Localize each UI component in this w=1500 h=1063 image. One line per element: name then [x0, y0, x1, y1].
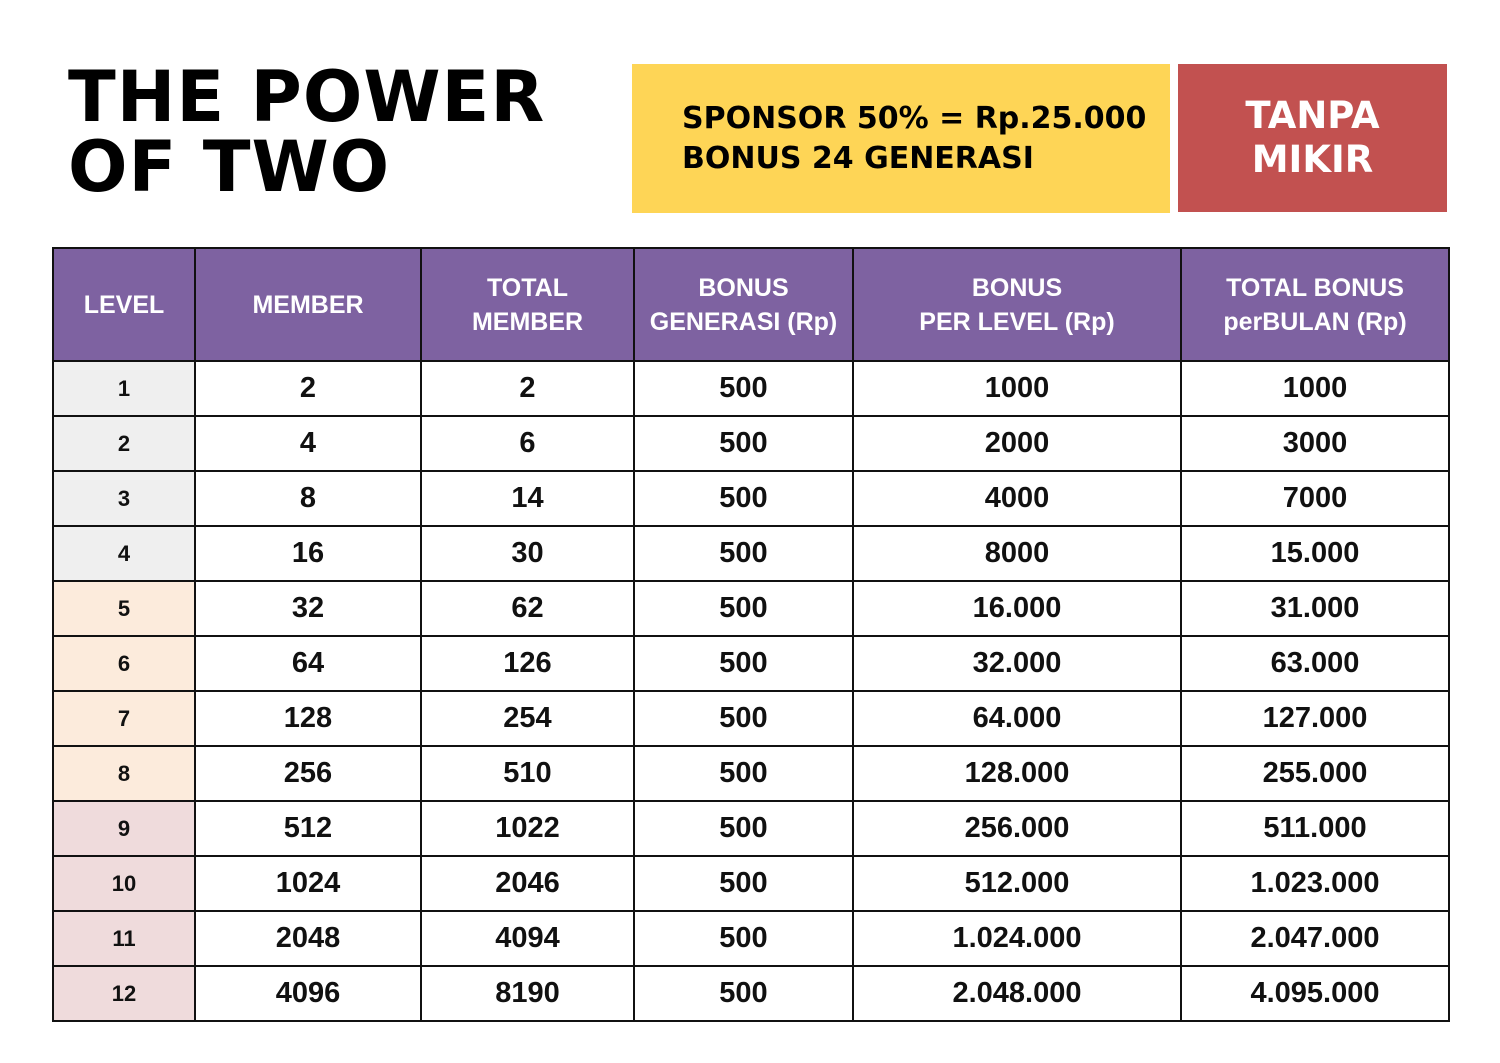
cell-bonus-per-level: 2000	[853, 416, 1181, 471]
table-body	[53, 361, 1449, 1021]
table-row	[53, 691, 1449, 746]
cell-total-bonus-per-bulan: 1000	[1181, 361, 1449, 416]
cell-member: 2	[195, 361, 421, 416]
cell-bonus-generasi: 500	[634, 911, 853, 966]
table-row	[53, 416, 1449, 471]
cell-bonus-per-level: 64.000	[853, 691, 1181, 746]
table-row	[53, 581, 1449, 636]
table-row	[53, 856, 1449, 911]
cell-level: 8	[53, 746, 195, 801]
table-row	[53, 911, 1449, 966]
cell-bonus-per-level: 512.000	[853, 856, 1181, 911]
cell-total-member: 2	[421, 361, 634, 416]
tagline-box	[1178, 64, 1447, 212]
header-level: LEVEL	[53, 248, 195, 361]
bonus-table	[52, 247, 1450, 1022]
cell-total-bonus-per-bulan: 3000	[1181, 416, 1449, 471]
cell-level: 12	[53, 966, 195, 1021]
cell-bonus-per-level: 4000	[853, 471, 1181, 526]
cell-bonus-per-level: 256.000	[853, 801, 1181, 856]
cell-total-member: 14	[421, 471, 634, 526]
header-bonus-per-level: BONUS PER LEVEL (Rp)	[853, 248, 1181, 361]
header-total-member: TOTAL MEMBER	[421, 248, 634, 361]
cell-bonus-generasi: 500	[634, 801, 853, 856]
cell-level: 7	[53, 691, 195, 746]
cell-level: 2	[53, 416, 195, 471]
cell-total-bonus-per-bulan: 31.000	[1181, 581, 1449, 636]
table-header-row	[53, 248, 1449, 361]
cell-member: 256	[195, 746, 421, 801]
cell-total-bonus-per-bulan: 4.095.000	[1181, 966, 1449, 1021]
cell-bonus-generasi: 500	[634, 966, 853, 1021]
cell-bonus-generasi: 500	[634, 416, 853, 471]
cell-total-member: 4094	[421, 911, 634, 966]
cell-bonus-generasi: 500	[634, 746, 853, 801]
table-row	[53, 746, 1449, 801]
header-member: MEMBER	[195, 248, 421, 361]
cell-bonus-per-level: 16.000	[853, 581, 1181, 636]
cell-level: 4	[53, 526, 195, 581]
cell-member: 32	[195, 581, 421, 636]
cell-member: 16	[195, 526, 421, 581]
cell-member: 128	[195, 691, 421, 746]
cell-bonus-per-level: 128.000	[853, 746, 1181, 801]
table-row	[53, 526, 1449, 581]
cell-total-bonus-per-bulan: 2.047.000	[1181, 911, 1449, 966]
cell-bonus-generasi: 500	[634, 691, 853, 746]
sponsor-info-line-2: BONUS 24 GENERASI	[682, 140, 1034, 176]
cell-member: 64	[195, 636, 421, 691]
header-total-bonus-per-bulan: TOTAL BONUS perBULAN (Rp)	[1181, 248, 1449, 361]
table-row	[53, 801, 1449, 856]
page-title-line-1: THE POWER	[68, 56, 546, 138]
table-row	[53, 361, 1449, 416]
cell-total-bonus-per-bulan: 255.000	[1181, 746, 1449, 801]
cell-member: 1024	[195, 856, 421, 911]
cell-total-bonus-per-bulan: 15.000	[1181, 526, 1449, 581]
cell-total-bonus-per-bulan: 127.000	[1181, 691, 1449, 746]
cell-bonus-generasi: 500	[634, 361, 853, 416]
sponsor-info-line-1: SPONSOR 50% = Rp.25.000	[682, 100, 1147, 136]
table-row	[53, 471, 1449, 526]
cell-total-member: 30	[421, 526, 634, 581]
table-row	[53, 636, 1449, 691]
cell-level: 6	[53, 636, 195, 691]
page-title-line-2: OF TWO	[68, 126, 391, 208]
cell-total-member: 510	[421, 746, 634, 801]
cell-total-member: 8190	[421, 966, 634, 1021]
cell-bonus-generasi: 500	[634, 581, 853, 636]
cell-total-bonus-per-bulan: 511.000	[1181, 801, 1449, 856]
cell-total-member: 2046	[421, 856, 634, 911]
cell-total-member: 254	[421, 691, 634, 746]
cell-member: 2048	[195, 911, 421, 966]
cell-total-member: 126	[421, 636, 634, 691]
page-title	[68, 56, 628, 208]
cell-level: 5	[53, 581, 195, 636]
sponsor-info-box	[632, 64, 1170, 213]
cell-total-bonus-per-bulan: 63.000	[1181, 636, 1449, 691]
cell-level: 9	[53, 801, 195, 856]
header-bonus-generasi: BONUS GENERASI (Rp)	[634, 248, 853, 361]
cell-total-member: 6	[421, 416, 634, 471]
cell-member: 8	[195, 471, 421, 526]
cell-bonus-generasi: 500	[634, 526, 853, 581]
cell-bonus-per-level: 8000	[853, 526, 1181, 581]
cell-member: 4096	[195, 966, 421, 1021]
cell-bonus-per-level: 32.000	[853, 636, 1181, 691]
cell-bonus-per-level: 1000	[853, 361, 1181, 416]
cell-total-member: 62	[421, 581, 634, 636]
tagline-line-2: MIKIR	[1251, 138, 1374, 181]
tagline-line-1: TANPA	[1245, 94, 1380, 137]
cell-level: 11	[53, 911, 195, 966]
cell-total-bonus-per-bulan: 7000	[1181, 471, 1449, 526]
cell-bonus-per-level: 1.024.000	[853, 911, 1181, 966]
cell-total-bonus-per-bulan: 1.023.000	[1181, 856, 1449, 911]
cell-bonus-per-level: 2.048.000	[853, 966, 1181, 1021]
cell-member: 4	[195, 416, 421, 471]
cell-level: 10	[53, 856, 195, 911]
cell-level: 3	[53, 471, 195, 526]
cell-bonus-generasi: 500	[634, 471, 853, 526]
cell-bonus-generasi: 500	[634, 636, 853, 691]
cell-total-member: 1022	[421, 801, 634, 856]
cell-level: 1	[53, 361, 195, 416]
cell-member: 512	[195, 801, 421, 856]
table-row	[53, 966, 1449, 1021]
cell-bonus-generasi: 500	[634, 856, 853, 911]
